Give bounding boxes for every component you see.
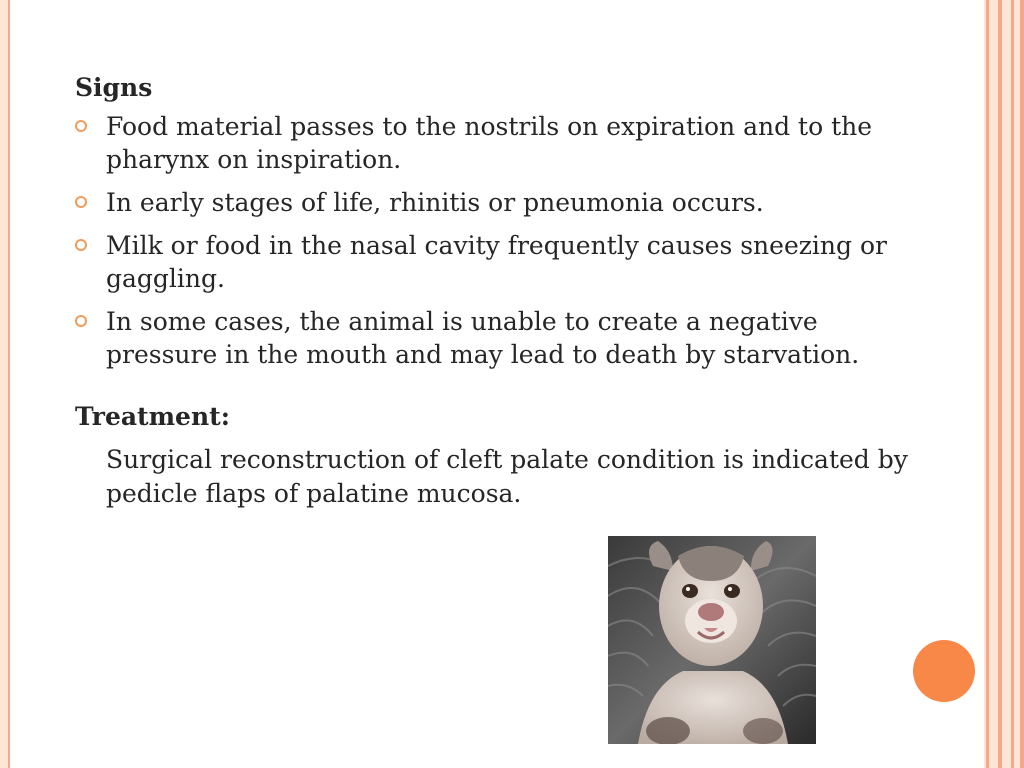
- signs-list: [75, 110, 935, 371]
- slide-left-border-line: [8, 0, 10, 768]
- treatment-text: Surgical reconstruction of cleft palate condition is indicated by pedicle flaps of palatine mucosa.: [106, 445, 908, 508]
- list-item-text: In some cases, the animal is unable to create a negative pressure in the mouth and may lead to death by starvation.: [106, 307, 860, 369]
- list-item-text: Food material passes to the nostrils on expiration and to the pharynx on inspiration.: [106, 112, 873, 174]
- slide-left-border: [0, 0, 8, 768]
- list-item-text: In early stages of life, rhinitis or pneumonia occurs.: [106, 188, 764, 217]
- bullet-icon: [75, 120, 87, 132]
- treatment-heading: Treatment:: [75, 402, 230, 431]
- bullet-icon: [75, 196, 87, 208]
- list-item: [75, 305, 935, 371]
- list-item: [75, 229, 935, 295]
- orange-circle-decoration: [913, 640, 975, 702]
- bullet-icon: [75, 239, 87, 251]
- slide-content: [75, 70, 935, 511]
- list-item: [75, 186, 935, 219]
- signs-heading: Signs: [75, 73, 153, 102]
- slide-right-border: [984, 0, 1024, 768]
- puppy-photo: [608, 536, 816, 744]
- bullet-icon: [75, 315, 87, 327]
- list-item-text: Milk or food in the nasal cavity frequently causes sneezing or gaggling.: [106, 231, 887, 293]
- list-item: [75, 110, 935, 176]
